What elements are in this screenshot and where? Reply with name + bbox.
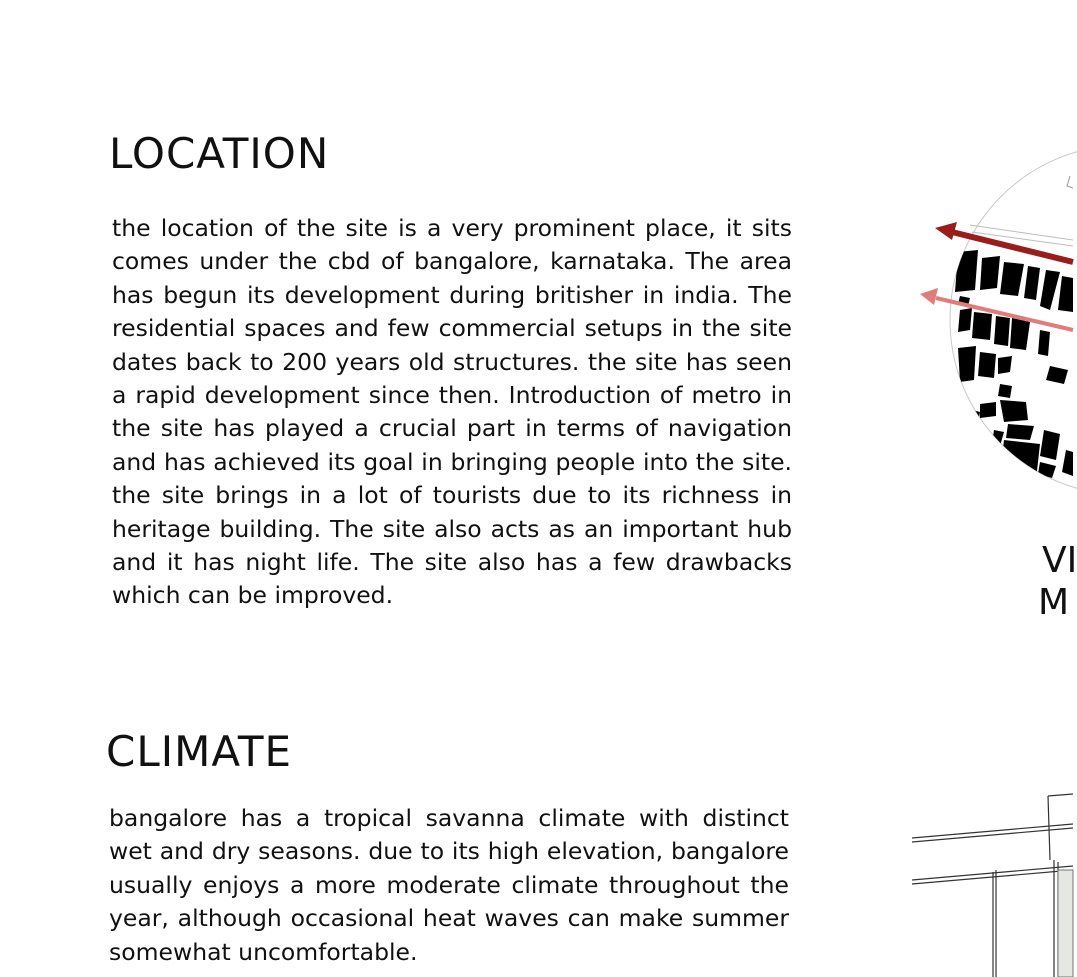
climate-heading: CLIMATE — [106, 727, 293, 776]
site-graphics-panel — [900, 0, 1077, 977]
street-sketch-graphic — [912, 794, 1073, 977]
wind-arrow-dark-icon — [935, 222, 1073, 262]
climate-paragraph: bangalore has a tropical savanna climate with distinct wet and dry seasons. due to its high elevation, bangalore usually enjoys a more moderate climate throughout the year, although occasional heat waves can make summer somewhat uncomfortable. — [109, 804, 789, 966]
map-caption-line-2: M — [1038, 582, 1070, 623]
map-caption-line-1: VI — [1042, 540, 1077, 581]
location-heading: LOCATION — [109, 129, 330, 178]
sketch-building-face — [1058, 870, 1073, 977]
location-paragraph: the location of the site is a very prominent place, it sits comes under the cbd of bangalore, karnataka. The area has begun its development during britisher in india. The residential spaces and few commercial setups in the site dates back to 200 years old structures. the site has seen a rapid development since then. Introduction of metro in the site has played a crucial part in terms of navigation and has achieved its goal in bringing people into the site. the site brings in a lot of tourists due to its richness in heritage building. The site also acts as an important hub and it has night life. The site also has a few drawbacks which can be improved. — [112, 214, 792, 610]
building-footprints — [955, 250, 1073, 480]
map-label-mark — [1067, 176, 1073, 188]
site-map-graphic — [900, 0, 1073, 977]
